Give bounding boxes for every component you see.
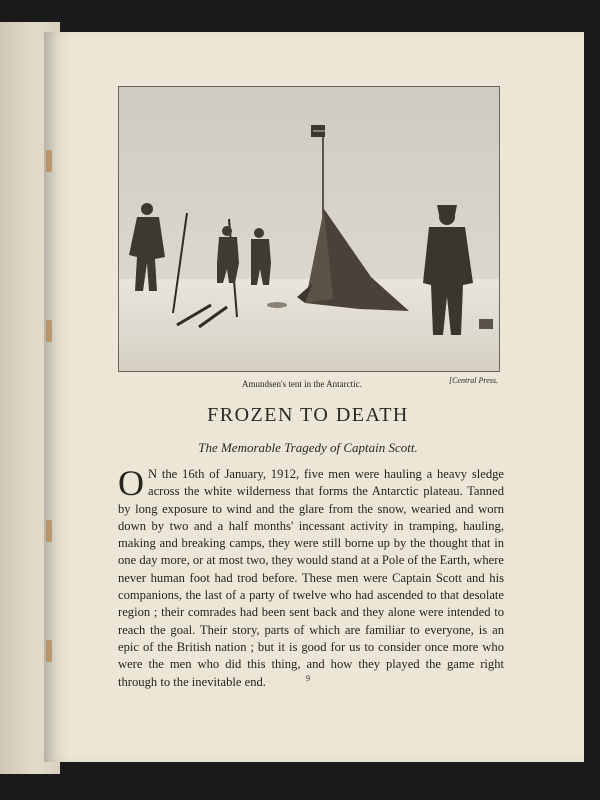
photo-credit: [Central Press. [448, 376, 498, 385]
photo-caption: Amundsen's tent in the Antarctic. [242, 379, 362, 389]
page-number: 9 [306, 674, 310, 683]
drop-cap: O [118, 463, 144, 503]
photo-caption-row [118, 376, 498, 390]
article-subtitle: The Memorable Tragedy of Captain Scott. [198, 440, 418, 455]
binding-stain [46, 520, 52, 542]
binding-stain [46, 320, 52, 342]
article-body-text: N the 16th of January, 1912, five men were hauling a heavy sledge across the white wilderness that forms the Antarctic plateau. Tanned by long exposure to wind and the glare from the snow, wearied and worn down by two and a half months' incessant activity in tramping, hauling, making and breaking camps, they were still borne up by the thought that in one day more, or at most two, they would stand at a Pole of the Earth, where never human foot had trod before. These men were Captain Scott and his companions, the last of a party of twelve who had ascended to that desolate region ; their comrades had been sent back and they alone were intended to reach the goal. Their story, parts of which are familiar to everyone, is an epic of the British nation ; but it is good for us to consider once more who were the men who did this thing, and how they played the game right through to the inevitable end. [118, 467, 504, 689]
antarctic-photo [118, 86, 500, 372]
binding-stain [46, 640, 52, 662]
binding-stain [46, 150, 52, 172]
article-title: FROZEN TO DEATH [207, 404, 409, 426]
article-body [118, 463, 504, 691]
